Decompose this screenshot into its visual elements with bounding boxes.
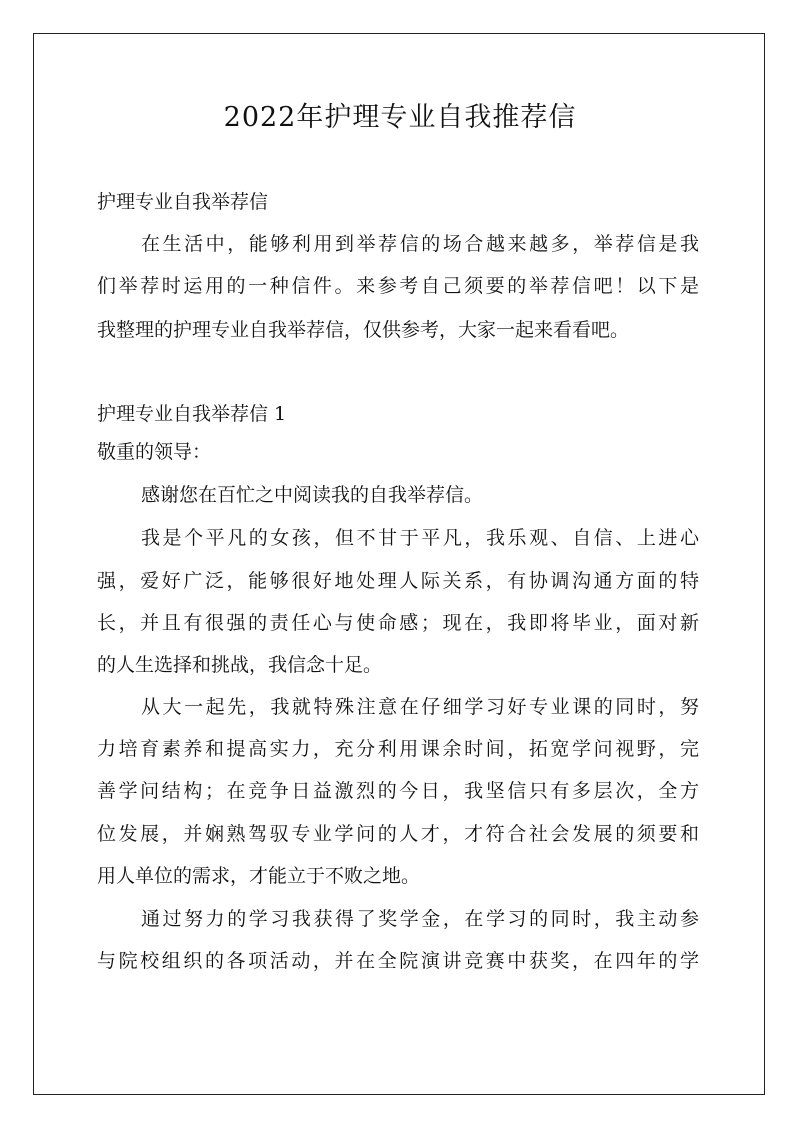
paragraph-3-line-1: 从大一起先，我就特殊注意在仔细学习好专业课的同时，努 [141, 696, 699, 718]
section-heading: 护理专业自我举荐信 [97, 191, 269, 213]
salutation: 敬重的领导： [97, 441, 212, 463]
letter-heading: 护理专业自我举荐信 1 [97, 403, 287, 425]
document-title: 2022年护理专业自我推荐信 [223, 102, 577, 133]
intro-line-3: 我整理的护理专业自我举荐信，仅供参考，大家一起来看看吧。 [97, 319, 630, 341]
paragraph-4-line-1: 通过努力的学习我获得了奖学金，在学习的同时，我主动参 [141, 908, 699, 930]
paragraph-2-line-1: 我是个平凡的女孩，但不甘于平凡，我乐观、自信、上进心 [141, 527, 699, 549]
paragraph-1-line-1: 感谢您在百忙之中阅读我的自我举荐信。 [141, 484, 484, 506]
paragraph-2-line-3: 长，并且有很强的责任心与使命感；现在，我即将毕业，面对新 [97, 612, 699, 634]
paragraph-3-line-5: 用人单位的需求，才能立于不败之地。 [97, 865, 421, 887]
paragraph-2-line-2: 强，爱好广泛，能够很好地处理人际关系，有协调沟通方面的特 [97, 570, 699, 592]
paragraph-3-line-3: 善学问结构；在竞争日益激烈的今日，我坚信只有多层次，全方 [97, 780, 699, 802]
paragraph-2-line-4: 的人生选择和挑战，我信念十足。 [97, 654, 383, 676]
intro-line-2: 们举荐时运用的一种信件。来参考自己须要的举荐信吧！以下是 [97, 275, 699, 297]
paragraph-4-line-2: 与院校组织的各项活动，并在全院演讲竞赛中获奖，在四年的学 [97, 950, 699, 972]
intro-line-1: 在生活中，能够利用到举荐信的场合越来越多，举荐信是我 [141, 233, 699, 255]
paragraph-3-line-2: 力培育素养和提高实力，充分利用课余时间，拓宽学问视野，完 [97, 738, 699, 760]
paragraph-3-line-4: 位发展，并娴熟驾驭专业学问的人才，才符合社会发展的须要和 [97, 823, 699, 845]
